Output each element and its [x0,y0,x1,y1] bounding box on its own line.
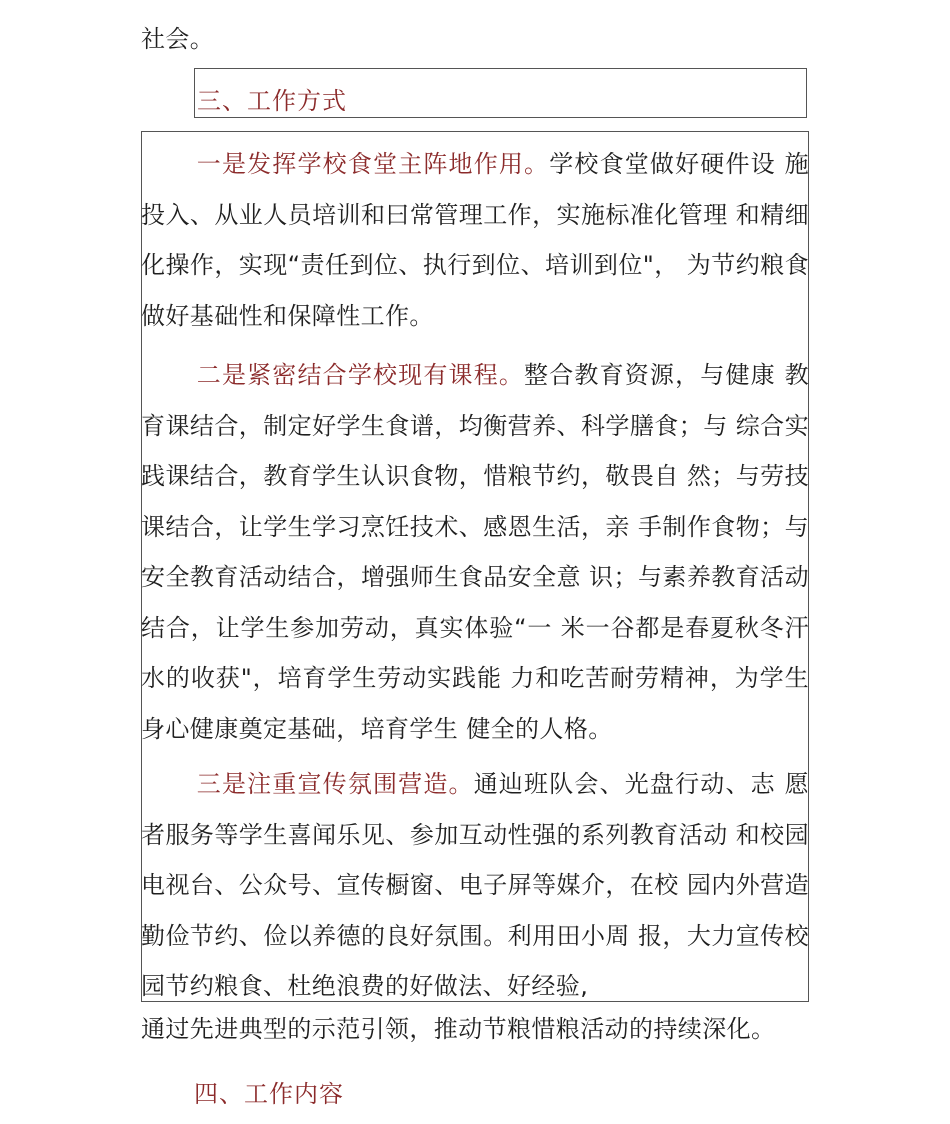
paragraph-1 [141,139,809,341]
section-4-heading: 四、工作内容 [194,1080,344,1108]
section-3-heading: 三、工作方式 [197,87,347,115]
paragraph-3-lead: 三是注重宣传氛围营造。 [196,770,474,798]
paragraph-2-body: 整合教育资源，与健康 教育课结合，制定好学生食谱，均衡营养、科学膳食；与 综合实践课结合，教育学生认识食物，惜粮节约，敬畏自 然；与劳技课结合，让学生学习烹饪技术、感恩生活，亲 手制作食物；与安全教育活动结合，增强师生食品安全意 识；与素养教育活动结合，让学生参加劳动，真实体验“一 米一谷都是春夏秋冬汗水的收获"，培育学生劳动实践能 力和吃苦耐劳精神，为学生身心健康奠定基础，培育学生 健全的人格。 [141,361,809,743]
paragraph-1-lead: 一是发挥学校食堂主阵地作用。 [196,150,550,178]
paragraph-2 [141,350,809,754]
paragraph-3 [141,759,809,1012]
section-3-heading-box [194,68,807,118]
tail-text: 通过先进典型的示范引领，推动节粮惜粮活动的持续深化。 [141,1015,776,1043]
paragraph-2-lead: 二是紧密结合学校现有课程。 [196,361,525,389]
carryover-text: 社会。 [141,25,215,53]
paragraph-3-body: 通辿班队会、光盘行动、志 愿者服务等学生喜闻乐见、参加互动性强的系列教育活动 和校园电视台、公众号、宣传橱窗、电子屏等媒介，在校 园内外营造勤俭节约、俭以养德的良好氛围。利用田小周 报，大力宣传校园节约粮食、杜绝浪费的好做法、好经验, [141,770,809,1000]
paragraph-1-body: 学校食堂做好硬件设 施投入、从业人员培训和曰常管理工作，实施标准化管理 和精细化操作，实现“责任到位、执行到位、培训到位"， 为节约粮食做好基础性和保障性工作。 [141,150,809,330]
